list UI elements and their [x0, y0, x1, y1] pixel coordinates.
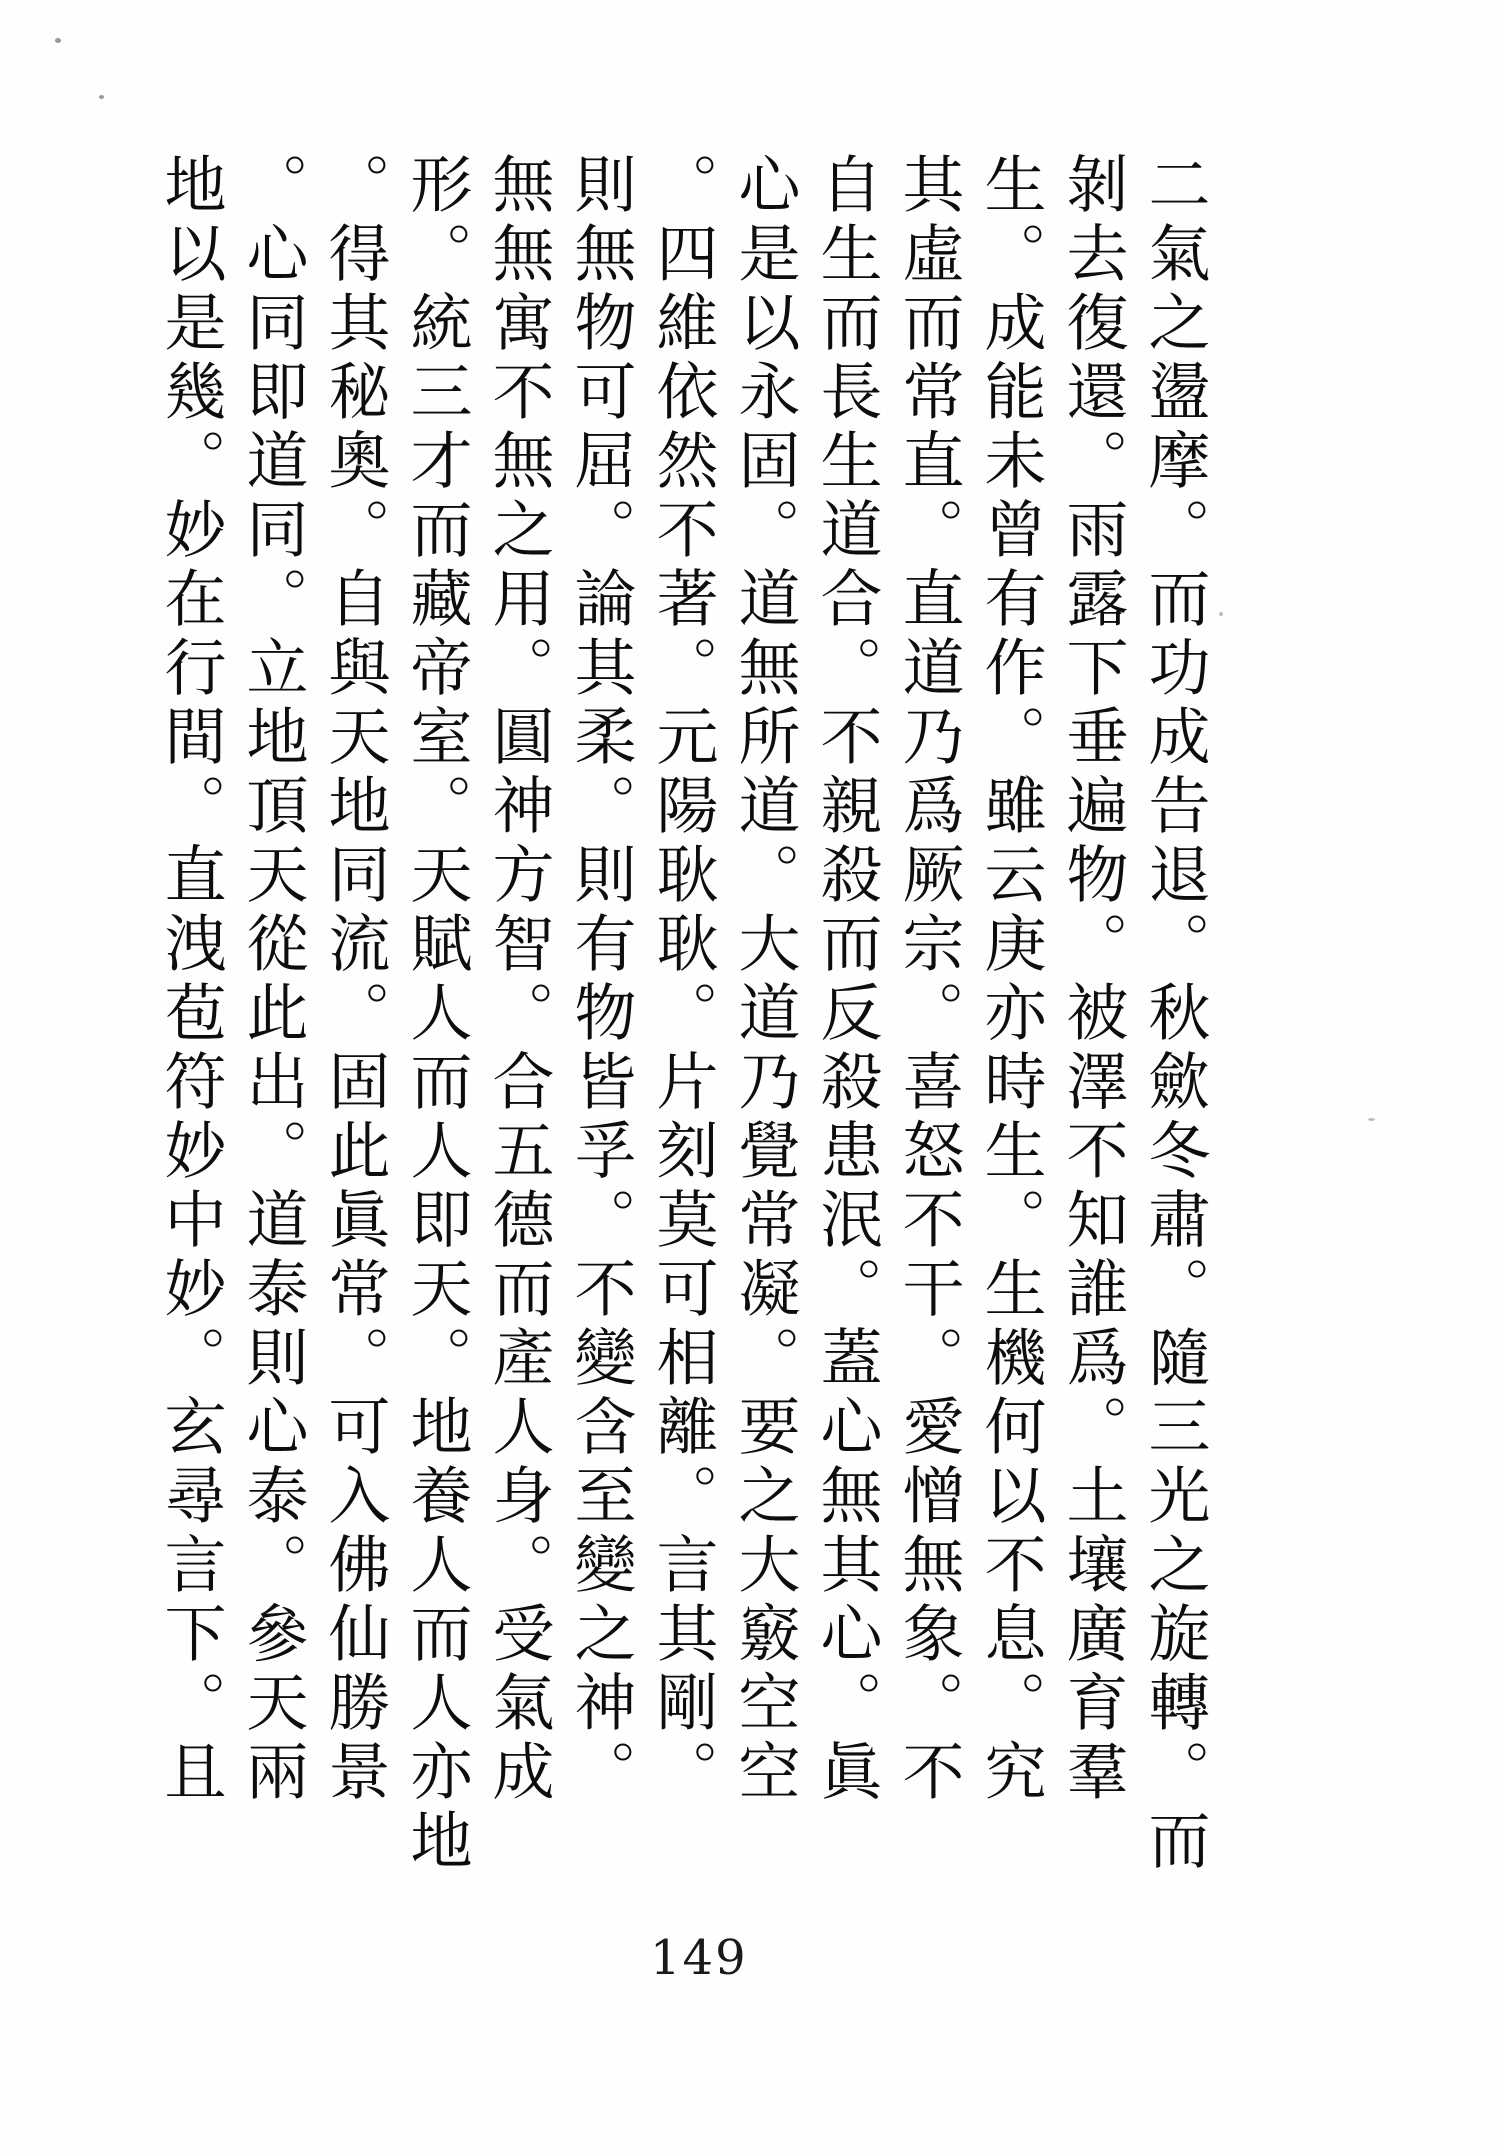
text-column-4: 其虛而常直。直道乃爲厥宗。喜怒不干。愛憎無象。不 — [892, 152, 965, 1808]
page-number: 149 — [650, 1930, 748, 1986]
scan-speckle — [1219, 612, 1223, 616]
text-column-13: 地以是幾。妙在行間。直洩苞符妙中妙。玄尋言下。且 — [154, 152, 227, 1808]
text-column-8: 則無物可屈。論其柔。則有物皆孚。不變含至變之神。 — [564, 152, 637, 1808]
text-column-3: 生。成能未曾有作。雖云庚亦時生。生機何以不息。究 — [974, 152, 1047, 1808]
text-column-9: 無無寓不無之用。圓神方智。合五德而產人身。受氣成 — [482, 152, 555, 1808]
scan-speckle — [55, 38, 61, 43]
text-column-5: 自生而長生道合。不親殺而反殺患泯。蓋心無其心。眞 — [810, 152, 883, 1808]
scan-speckle — [99, 95, 104, 99]
text-column-10: 形。統三才而藏帝室。天賦人而人即天。地養人而人亦地 — [400, 152, 473, 1877]
text-column-6: 心是以永固。道無所道。大道乃覺常凝。要之大竅空空 — [728, 152, 801, 1808]
vertical-text-block — [149, 152, 1215, 1892]
text-column-7: 。四維依然不著。元陽耿耿。片刻莫可相離。言其剛。 — [646, 152, 719, 1808]
text-column-11: 。得其秘奧。自與天地同流。固此眞常。可入佛仙勝景 — [318, 152, 391, 1808]
scan-speckle — [1368, 1118, 1375, 1121]
text-column-1: 二氣之盪摩。而功成告退。秋歛冬肅。隨三光之旋轉。而 — [1138, 152, 1211, 1877]
text-column-2: 剝去復還。雨露下垂遍物。被澤不知誰爲。土壤廣育羣 — [1056, 152, 1129, 1808]
text-column-12: 。心同即道同。立地頂天從此出。道泰則心泰。參天兩 — [236, 152, 309, 1808]
